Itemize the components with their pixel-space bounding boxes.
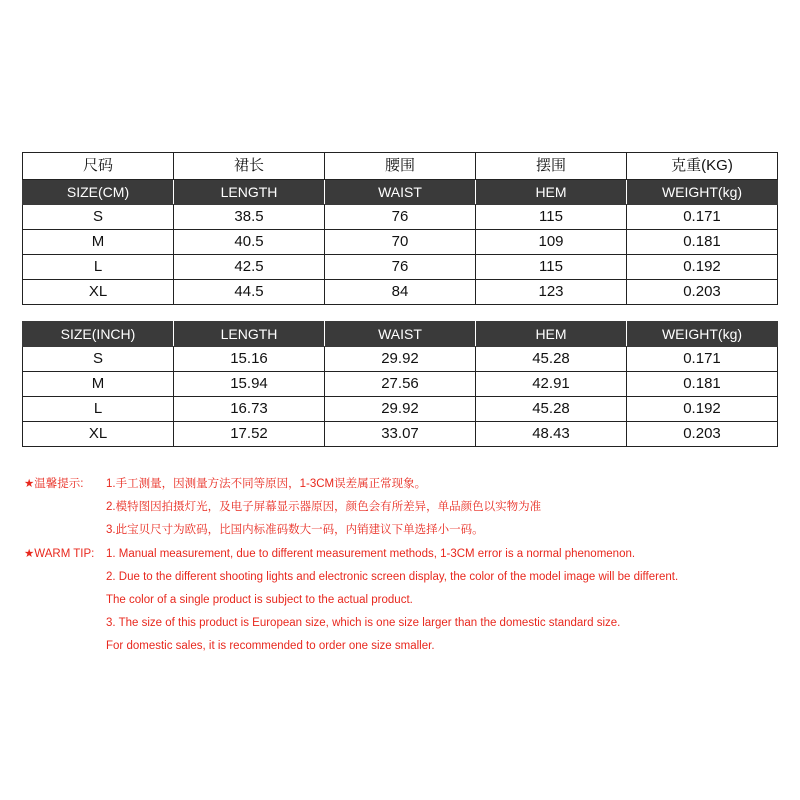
warm-tip-label: ★WARM TIP:	[24, 548, 95, 560]
table-cell: 45.28	[476, 347, 627, 372]
table-cell: 0.192	[627, 397, 778, 422]
table-cell: 76	[325, 255, 476, 280]
table-cell: L	[23, 397, 174, 422]
table-cell: 0.192	[627, 255, 778, 280]
note-text: 3.此宝贝尺寸为欧码，比国内标准码数大一码，内销建议下单选择小一码。	[106, 524, 484, 536]
table-cell: M	[23, 372, 174, 397]
note-line	[24, 566, 784, 589]
table-cell: 16.73	[174, 397, 325, 422]
table-cell: L	[23, 255, 174, 280]
table-cell: 15.94	[174, 372, 325, 397]
table-header-row-english	[23, 322, 778, 347]
table-cell: 38.5	[174, 205, 325, 230]
note-line	[24, 473, 784, 496]
header-cell: SIZE(INCH)	[23, 322, 174, 347]
header-cell: LENGTH	[174, 180, 325, 205]
warm-tip-label: ★温馨提示:	[24, 478, 84, 490]
table-row	[23, 280, 778, 305]
note-line	[24, 543, 784, 566]
table-cell: 42.91	[476, 372, 627, 397]
header-cell: 裙长	[174, 153, 325, 180]
table-row	[23, 230, 778, 255]
table-cell: 17.52	[174, 422, 325, 447]
table-cell: 42.5	[174, 255, 325, 280]
header-cell: 尺码	[23, 153, 174, 180]
table-cell: 123	[476, 280, 627, 305]
note-text: 1.手工测量，因测量方法不同等原因，1-3CM误差属正常现象。	[106, 478, 427, 490]
table-cell: XL	[23, 422, 174, 447]
warm-tip-chinese	[24, 473, 784, 542]
table-row	[23, 397, 778, 422]
table-cell: 45.28	[476, 397, 627, 422]
note-text: The color of a single product is subject to the actual product.	[106, 594, 413, 606]
header-cell: 摆围	[476, 153, 627, 180]
table-cell: XL	[23, 280, 174, 305]
table-row	[23, 255, 778, 280]
table-cell: 33.07	[325, 422, 476, 447]
table-cell: 115	[476, 255, 627, 280]
table-cell: 48.43	[476, 422, 627, 447]
header-cell: WEIGHT(kg)	[627, 180, 778, 205]
table-header-row-chinese	[23, 153, 778, 180]
header-cell: 腰围	[325, 153, 476, 180]
table-cell: 109	[476, 230, 627, 255]
table-cell: 0.203	[627, 280, 778, 305]
header-cell: LENGTH	[174, 322, 325, 347]
table-cell: 70	[325, 230, 476, 255]
note-line	[24, 589, 784, 612]
table-cell: 76	[325, 205, 476, 230]
header-cell: WAIST	[325, 180, 476, 205]
table-cell: 29.92	[325, 397, 476, 422]
table-cell: 15.16	[174, 347, 325, 372]
note-text: 1. Manual measurement, due to different measurement methods, 1-3CM error is a normal phenomenon.	[106, 548, 636, 560]
table-cell: S	[23, 205, 174, 230]
note-line	[24, 635, 784, 658]
table-cell: 0.203	[627, 422, 778, 447]
table-cell: 0.171	[627, 205, 778, 230]
table-cell: 40.5	[174, 230, 325, 255]
header-cell: HEM	[476, 180, 627, 205]
note-line	[24, 496, 784, 519]
header-cell: WAIST	[325, 322, 476, 347]
table-row	[23, 205, 778, 230]
size-chart-cm-table	[22, 152, 778, 305]
header-cell: SIZE(CM)	[23, 180, 174, 205]
table-cell: M	[23, 230, 174, 255]
table-cell: 27.56	[325, 372, 476, 397]
warm-tip-english	[24, 543, 784, 658]
header-cell: WEIGHT(kg)	[627, 322, 778, 347]
note-text: 3. The size of this product is European size, which is one size larger than the domestic standard size.	[106, 617, 621, 629]
table-cell: 0.181	[627, 230, 778, 255]
table-row	[23, 372, 778, 397]
table-header-row-english	[23, 180, 778, 205]
note-text: 2.模特图因拍摄灯光，及电子屏幕显示器原因，颜色会有所差异，单品颜色以实物为准	[106, 501, 542, 513]
table-cell: 84	[325, 280, 476, 305]
table-cell: 29.92	[325, 347, 476, 372]
header-cell: 克重(KG)	[627, 153, 778, 180]
note-text: For domestic sales, it is recommended to order one size smaller.	[106, 640, 435, 652]
size-chart-inch-table	[22, 321, 778, 447]
table-cell: S	[23, 347, 174, 372]
note-line	[24, 519, 784, 542]
table-cell: 44.5	[174, 280, 325, 305]
table-cell: 0.171	[627, 347, 778, 372]
table-row	[23, 422, 778, 447]
note-line	[24, 612, 784, 635]
note-text: 2. Due to the different shooting lights and electronic screen display, the color of the model image will be different.	[106, 571, 679, 583]
table-row	[23, 347, 778, 372]
header-cell: HEM	[476, 322, 627, 347]
table-cell: 0.181	[627, 372, 778, 397]
table-cell: 115	[476, 205, 627, 230]
